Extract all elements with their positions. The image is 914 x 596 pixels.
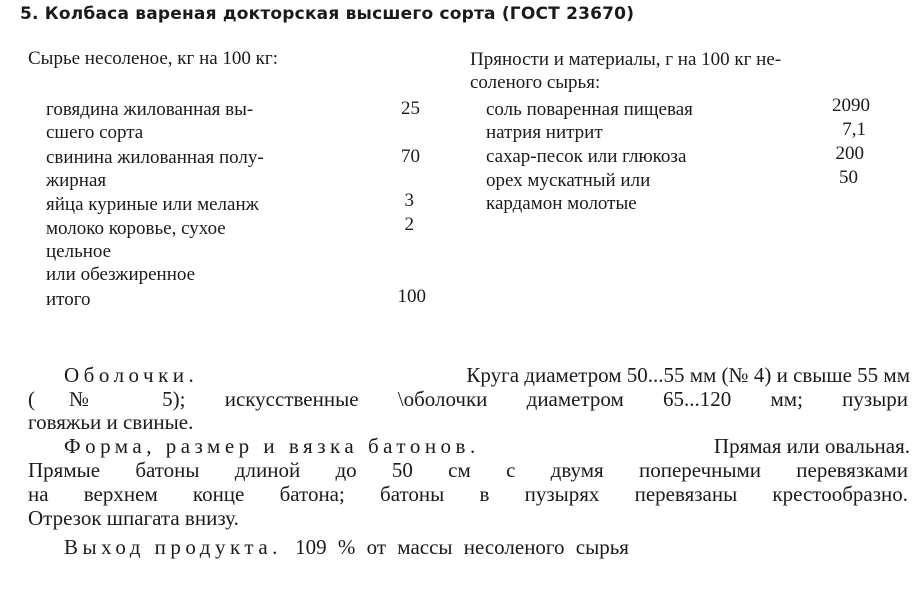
casing-paragraph-first-line <box>64 364 910 387</box>
raw-item-line: или обезжиренное <box>46 264 196 285</box>
raw-item-line: молоко коровье, сухое <box>46 218 226 239</box>
spice-item-value: 2090 <box>832 95 870 116</box>
raw-item-line: свинина жилованная полу- <box>46 147 264 168</box>
raw-material-heading: Сырье несоленое, кг на 100 кг: <box>28 48 278 69</box>
shape-line-3: на верхнем конце батона; батоны в пузырях перевязаны крестообразно. <box>28 482 908 506</box>
document-title: 5. Колбаса вареная докторская высшего сорта (ГОСТ 23670) <box>20 4 635 24</box>
raw-item-value: 25 <box>401 98 420 119</box>
raw-item-value: 3 <box>404 190 414 211</box>
shape-line-2: Прямые батоны длиной до 50 см с двумя поперечными перевязками <box>28 458 908 482</box>
raw-item-line: цельное <box>46 241 112 262</box>
casing-term: Оболочки. <box>64 363 199 387</box>
spice-item-value: 50 <box>839 167 858 188</box>
spice-item-value: 200 <box>835 143 864 164</box>
casing-line-1: Круга диаметром 50...55 мм (№ 4) и свыше 55 мм <box>466 363 910 387</box>
yield-text: 109 % от массы несоленого сырья <box>295 535 629 559</box>
raw-item-milk <box>46 217 226 286</box>
spice-item-value: 7,1 <box>842 119 866 140</box>
raw-item-value: 70 <box>401 146 420 167</box>
shape-term: Форма, размер и вязка батонов. <box>64 434 480 458</box>
raw-item-total <box>46 288 91 311</box>
raw-item-line: сшего сорта <box>46 122 144 143</box>
raw-item-line: яйца куриные или меланж <box>46 194 259 215</box>
spice-item-nutmeg: орех мускатный или <box>486 170 651 191</box>
spice-item-salt: соль поваренная пищевая <box>486 99 693 120</box>
spice-item-cardamom: кардамон молотые <box>486 193 637 214</box>
spice-item-nitrite: натрия нитрит <box>486 122 603 143</box>
shape-line-4: Отрезок шпагата внизу. <box>28 506 239 530</box>
raw-item-value: 100 <box>397 286 426 307</box>
raw-item-value: 2 <box>404 214 414 235</box>
yield-paragraph <box>64 536 629 559</box>
raw-item-line: жирная <box>46 170 107 191</box>
spices-heading-line: соленого сырья: <box>470 72 601 93</box>
casing-line-3: говяжьи и свиные. <box>28 410 194 434</box>
shape-line-1: Прямая или овальная. <box>713 434 910 458</box>
yield-term: Выход продукта. <box>64 535 282 559</box>
raw-item-line: итого <box>46 289 91 310</box>
spices-heading <box>470 48 781 94</box>
casing-line-2: (№ 5); искусственные \оболочки диаметром 65...120 мм; пузыри <box>28 387 908 411</box>
raw-item-eggs <box>46 193 259 216</box>
spices-heading-line: Пряности и материалы, г на 100 кг не- <box>470 49 782 70</box>
shape-paragraph-first-line <box>64 435 910 458</box>
raw-item-beef <box>46 98 253 144</box>
raw-item-line: говядина жилованная вы- <box>46 99 254 120</box>
raw-item-pork <box>46 146 264 192</box>
spice-item-sugar: сахар-песок или глюкоза <box>486 146 687 167</box>
